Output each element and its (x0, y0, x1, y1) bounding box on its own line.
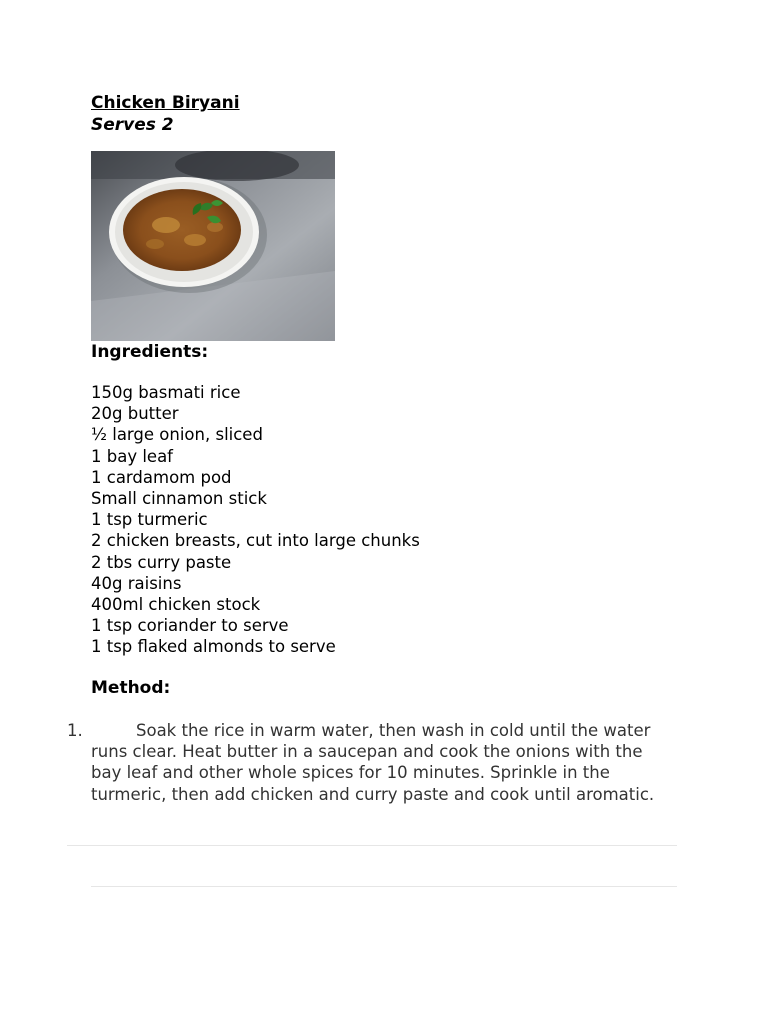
ingredients-heading: Ingredients: (91, 342, 209, 362)
recipe-title: Chicken Biryani (91, 93, 240, 113)
ingredient-item: ½ large onion, sliced (91, 425, 263, 445)
ingredient-item: Small cinnamon stick (91, 489, 267, 509)
ingredient-item: 1 tsp turmeric (91, 510, 208, 530)
ingredient-item: 2 tbs curry paste (91, 552, 232, 572)
divider (91, 886, 677, 887)
ingredient-item: 20g butter (91, 404, 179, 424)
ingredient-item: 2 chicken breasts, cut into large chunks (91, 531, 420, 551)
ingredient-item: 1 cardamom pod (91, 467, 232, 487)
ingredient-item: 40g raisins (91, 573, 182, 593)
ingredient-item: 400ml chicken stock (91, 595, 261, 615)
ingredient-item: 150g basmati rice (91, 383, 241, 402)
biryani-plate-photo (91, 151, 335, 341)
ingredient-item: 1 tsp coriander to serve (91, 616, 289, 636)
ingredient-item: 1 tsp flaked almonds to serve (91, 637, 336, 657)
ingredient-list (91, 382, 420, 658)
method-step-number: 1. (67, 721, 83, 740)
divider (67, 845, 677, 846)
method-heading: Method: (91, 678, 171, 698)
ingredient-item: 1 bay leaf (91, 446, 173, 466)
recipe-serves: Serves 2 (91, 115, 174, 135)
method-step-text: Soak the rice in warm water, then wash in cold until the water runs clear. Heat butter in a saucepan and cook the onions with the bay leaf and other whole spices for 10 minutes. Sprinkle in the turmeric, then add chicken and curry paste and cook until aromatic. (91, 721, 655, 804)
